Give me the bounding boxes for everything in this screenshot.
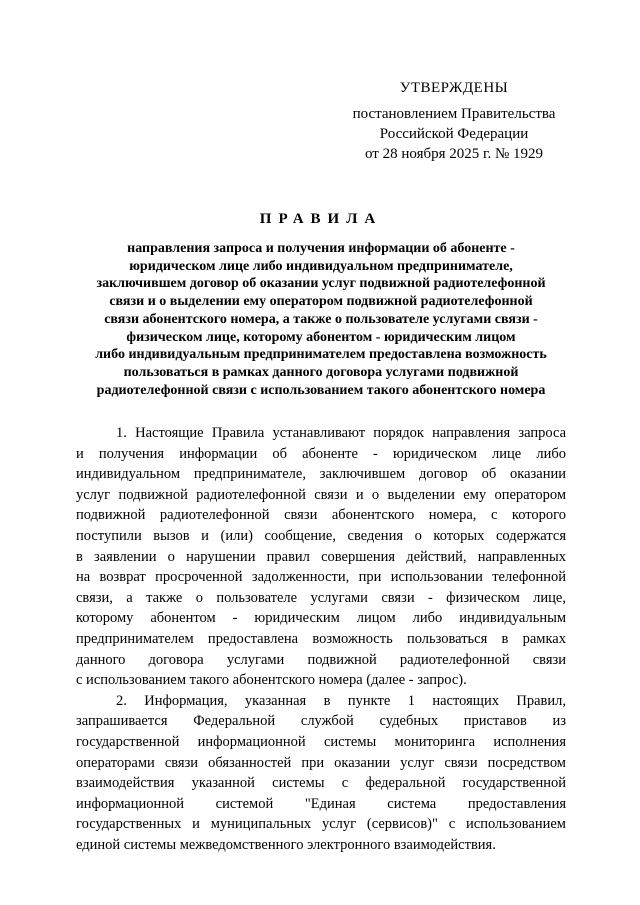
subtitle-line: заключившем договор об оказании услуг подвижной радиотелефонной: [96, 276, 546, 292]
paragraph-line: поступили вызов и (или) сообщение, сведения о которых содержатся: [76, 527, 566, 544]
paragraph-line: подвижной радиотелефонной связи абонентского номера, с которого: [76, 507, 566, 524]
document-title: ПРАВИЛА: [259, 211, 383, 227]
approval-stamp: [330, 78, 578, 164]
paragraph-line: информационной системой "Единая система предоставления: [76, 795, 566, 812]
subtitle-line: направления запроса и получения информации об абоненте -: [127, 241, 515, 256]
paragraph-line: государственной информационной системы мониторинга исполнения: [76, 733, 566, 750]
paragraph-line: 1. Настоящие Правила устанавливают порядок направления запроса: [116, 425, 566, 441]
subtitle-line: радиотелефонной связи с использованием такого абонентского номера: [96, 382, 546, 398]
paragraph-line: которому абонентом - юридическим лицом либо индивидуальным: [76, 610, 566, 627]
paragraph-line: на возврат просроченной задолженности, при использовании телефонной: [76, 569, 566, 586]
paragraph-line: 2. Информация, указанная в пункте 1 настоящих Правил,: [116, 692, 566, 709]
paragraph-line: данного договора услугами подвижной радиотелефонной связи: [76, 651, 566, 668]
subtitle-line: юридическом лице либо индивидуальном предпринимателе,: [129, 258, 513, 274]
paragraph-line: операторами связи обязанностей при оказании услуг связи посредством: [76, 754, 566, 771]
subtitle-line: либо индивидуальным предпринимателем предоставлена возможность: [95, 347, 547, 363]
document-body: [76, 423, 566, 855]
approval-line: Российской Федерации: [379, 126, 529, 142]
paragraph-line: запрашивается Федеральной службой судебных приставов из: [76, 713, 566, 730]
paragraph-line: услуг подвижной радиотелефонной связи и о выделении ему оператором: [76, 486, 566, 503]
paragraph-line: единой системы межведомственного электронного взаимодействия.: [76, 836, 496, 853]
paragraph-line: взаимодействия указанной системы с федеральной государственной: [76, 775, 566, 792]
paragraph-line: и получения информации об абоненте - юридическом лице либо: [76, 445, 566, 462]
paragraph-line: связи, а также о пользователе услугами связи - физическом лице,: [76, 589, 566, 606]
approval-title: УТВЕРЖДЕНЫ: [399, 80, 509, 96]
paragraph-line: в заявлении о нарушении правил совершения действий, направленных: [76, 548, 566, 565]
subtitle-line: связи абонентского номера, а также о пользователе услугами связи -: [104, 311, 538, 327]
approval-line: от 28 ноября 2025 г. № 1929: [364, 146, 544, 162]
approval-line: постановлением Правительства: [352, 106, 556, 122]
paragraph-line: с использованием такого абонентского номера (далее - запрос).: [76, 672, 467, 689]
paragraph-line: предпринимателем предоставлена возможность пользоваться в рамках: [76, 630, 566, 647]
paragraph-line: индивидуальном предпринимателе, заключившем договор об оказании: [76, 466, 566, 483]
subtitle-line: пользоваться в рамках данного договора услугами подвижной: [123, 364, 519, 380]
paragraph-1: [76, 423, 566, 691]
subtitle-line: связи и о выделении ему оператором подвижной радиотелефонной: [109, 294, 533, 310]
paragraph-2: [76, 691, 566, 856]
paragraph-line: государственных и муниципальных услуг (сервисов)" с использованием: [76, 816, 566, 833]
document-subtitle: [76, 240, 566, 399]
subtitle-line: физическом лице, которому абонентом - юридическим лицом: [126, 329, 516, 345]
